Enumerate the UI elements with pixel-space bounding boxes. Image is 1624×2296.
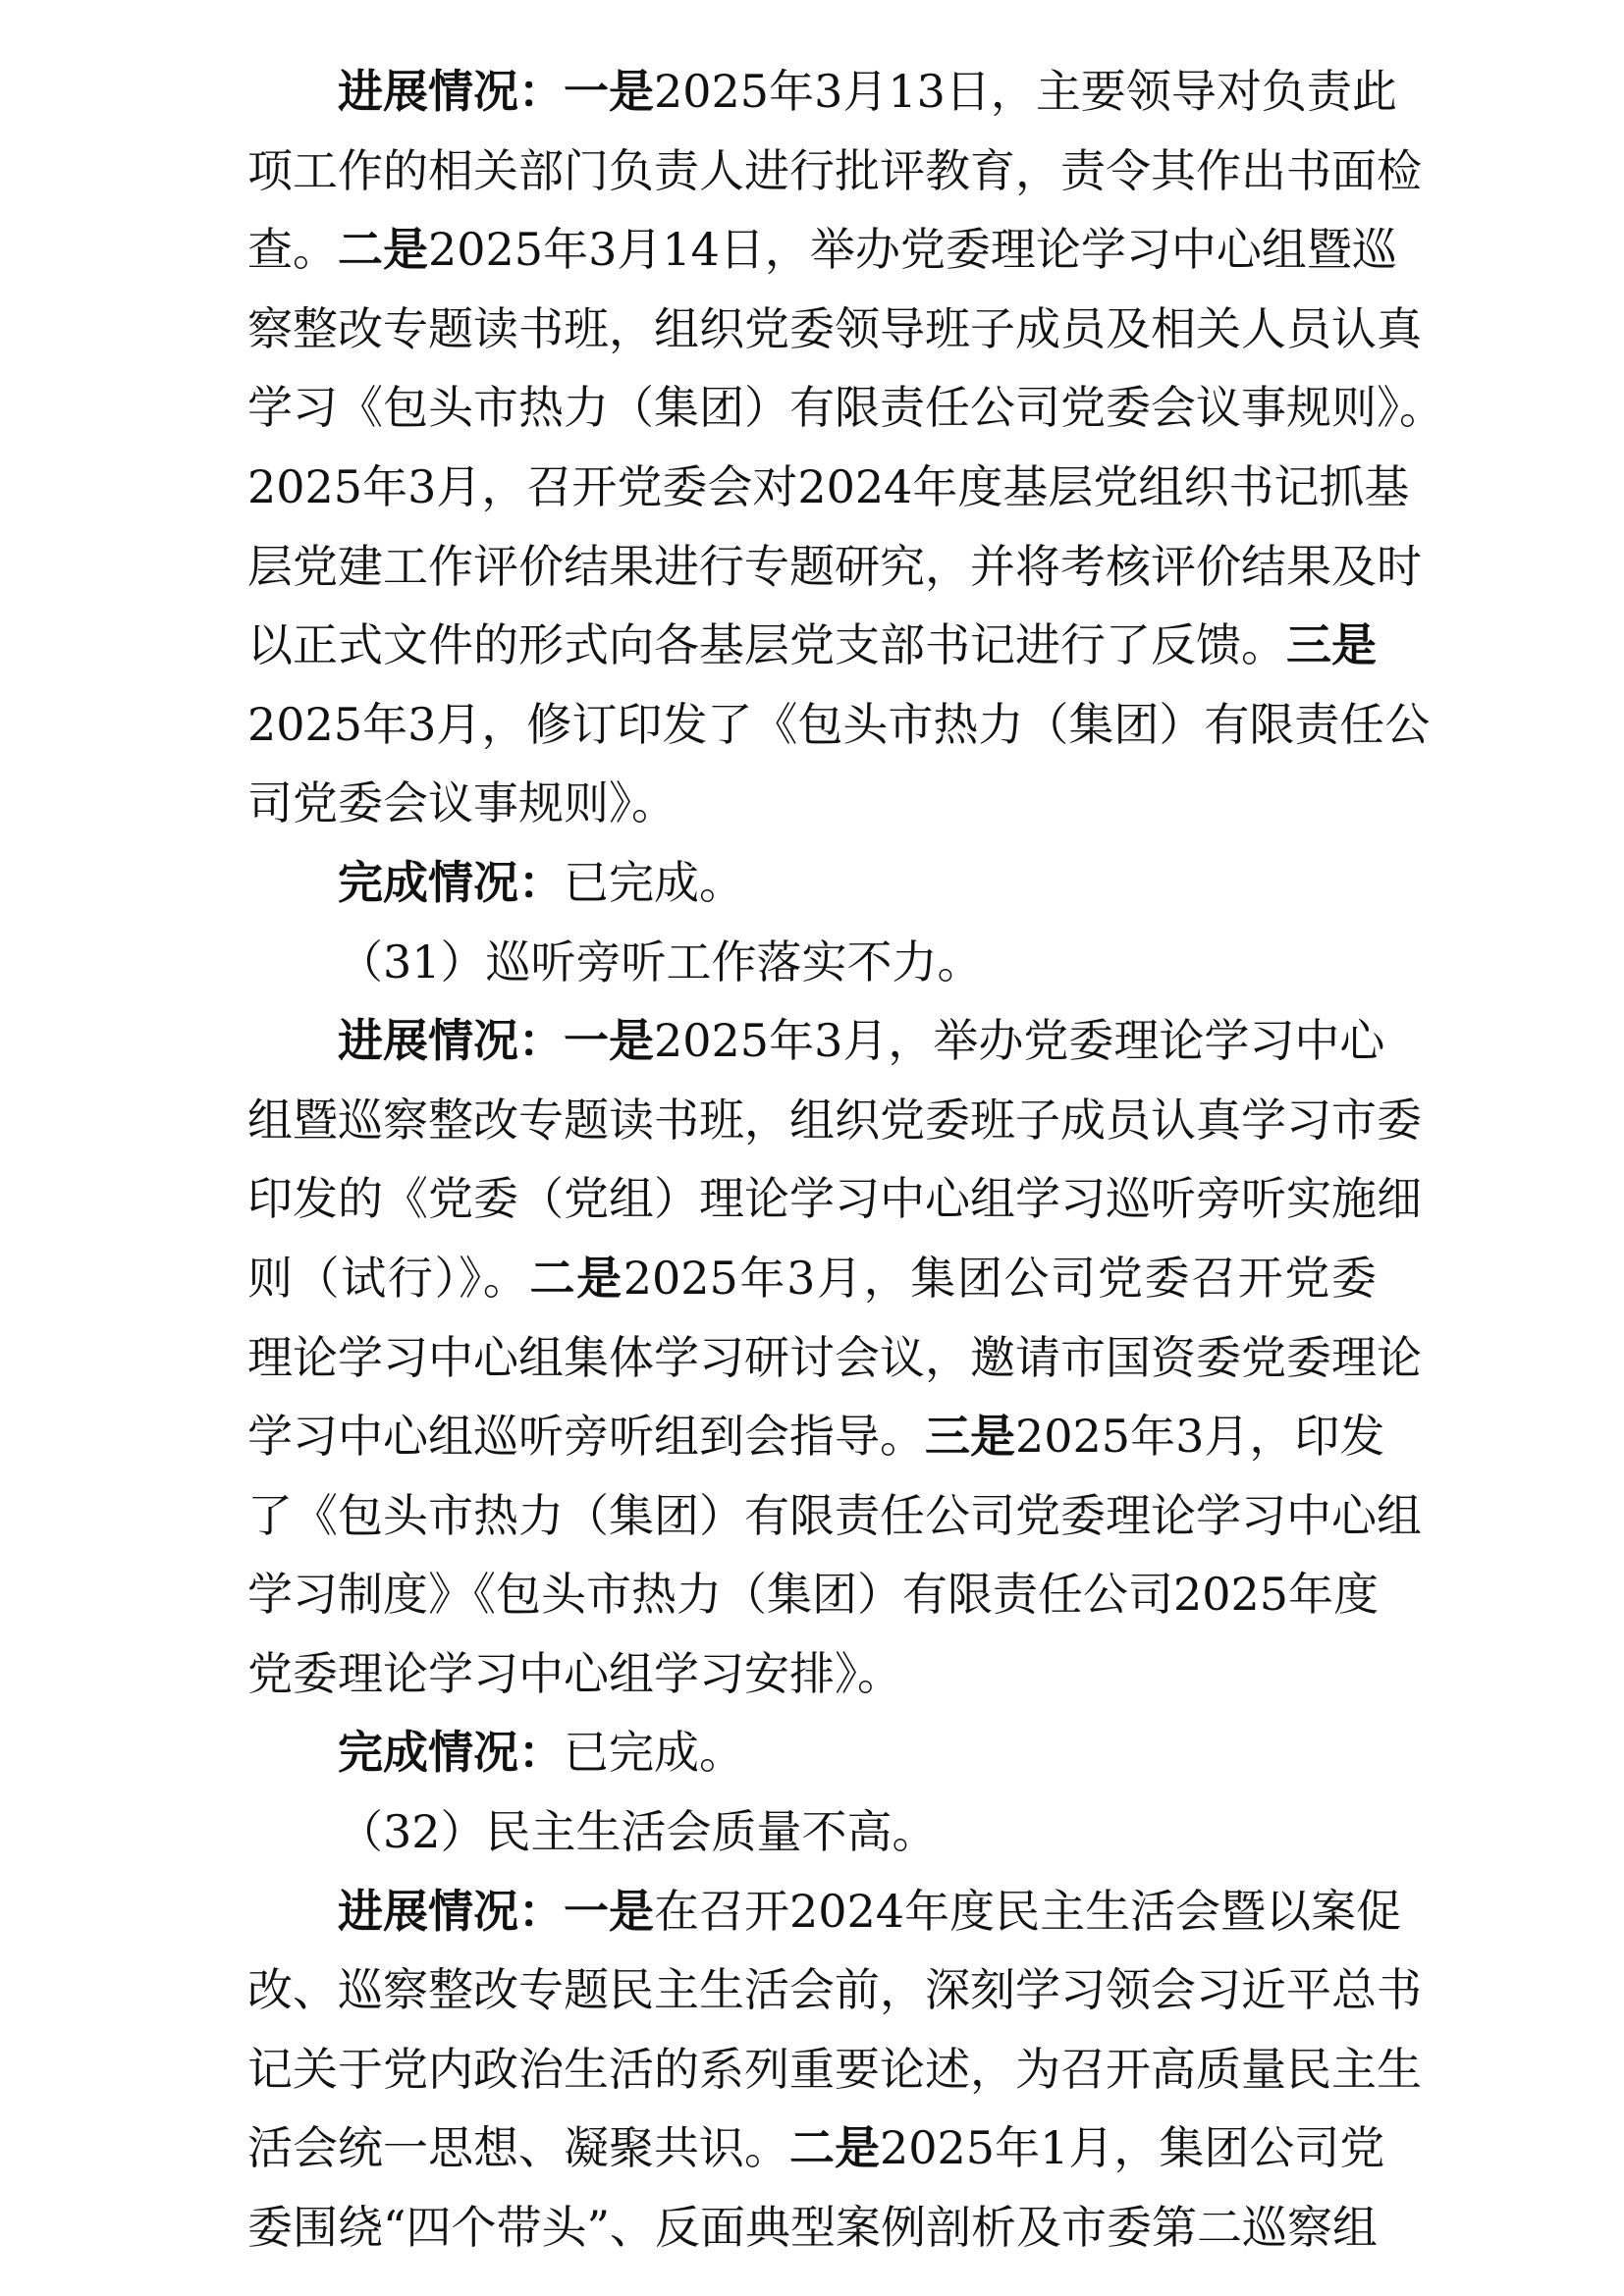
text-line bbox=[247, 1801, 1377, 1881]
bold-label: 三是 bbox=[925, 1410, 1015, 1464]
body-text: 项工作的相关部门负责人进行批评教育，责令其作出书面检 bbox=[247, 143, 1422, 197]
body-text: 2025年3月，印发 bbox=[1015, 1410, 1385, 1464]
bold-label: 一是 bbox=[564, 1014, 654, 1068]
text-line bbox=[247, 1722, 1377, 1801]
body-text: 2025年1月，集团公司党 bbox=[880, 2121, 1385, 2175]
item-31-title bbox=[247, 932, 1377, 1011]
body-text: 活会统一思想、凝聚共识。 bbox=[247, 2121, 789, 2175]
body-text: 印发的《党委（党组）理论学习中心组学习巡听旁听实施细 bbox=[247, 1172, 1422, 1226]
body-text: 学习《包头市热力（集团）有限责任公司党委会议事规则》。 bbox=[247, 381, 1444, 435]
body-text: （31）巡听旁听工作落实不力。 bbox=[338, 934, 983, 988]
body-text: 查。 bbox=[247, 223, 338, 277]
bold-label: 完成情况： bbox=[338, 1726, 564, 1780]
body-text: 了《包头市热力（集团）有限责任公司党委理论学习中心组 bbox=[247, 1488, 1422, 1542]
body-text: 已完成。 bbox=[564, 1726, 744, 1780]
text-line bbox=[247, 1881, 1402, 1960]
text-line bbox=[247, 1010, 1385, 1090]
item-31-progress bbox=[247, 1010, 1422, 1722]
text-line bbox=[247, 773, 1377, 852]
body-text: 委围绕“四个带头”、反面典型案例剖析及市委第二巡察组 bbox=[247, 2201, 1379, 2255]
bold-label: 完成情况： bbox=[338, 855, 564, 909]
body-text: 组暨巡察整改专题读书班，组织党委班子成员认真学习市委 bbox=[247, 1093, 1422, 1147]
text-line bbox=[247, 536, 1422, 615]
body-text: 察整改专题读书班，组织党委领导班子成员及相关人员认真 bbox=[247, 301, 1422, 355]
text-line bbox=[247, 2117, 1385, 2197]
text-line bbox=[247, 298, 1422, 378]
text-line bbox=[247, 140, 1422, 220]
body-text: 层党建工作评价结果进行专题研究，并将考核评价结果及时 bbox=[247, 539, 1422, 593]
body-text: 在召开2024年度民主生活会暨以案促 bbox=[654, 1884, 1402, 1938]
text-line bbox=[247, 61, 1397, 140]
text-line bbox=[247, 1406, 1385, 1485]
bold-label: 一是 bbox=[564, 1884, 654, 1938]
bold-label: 二是 bbox=[338, 223, 428, 277]
text-line bbox=[247, 932, 1377, 1011]
text-line bbox=[247, 377, 1444, 456]
text-line bbox=[247, 1485, 1422, 1565]
body-text: 以正式文件的形式向各基层党支部书记进行了反馈。 bbox=[247, 618, 1286, 672]
body-text: 2025年3月，修订印发了《包头市热力（集团）有限责任公 bbox=[247, 697, 1431, 751]
body-text: 2025年3月，集团公司党委召开党委 bbox=[623, 1251, 1378, 1305]
item-30-progress bbox=[247, 61, 1444, 852]
text-line bbox=[247, 219, 1397, 298]
bold-label: 进展情况： bbox=[338, 1014, 564, 1068]
body-text: 学习中心组巡听旁听组到会指导。 bbox=[247, 1410, 925, 1464]
text-line bbox=[247, 1643, 1377, 1723]
bold-label: 进展情况： bbox=[338, 65, 564, 118]
bold-label: 三是 bbox=[1286, 618, 1377, 672]
text-line bbox=[247, 456, 1410, 536]
text-line bbox=[247, 2197, 1377, 2276]
text-line bbox=[247, 1959, 1422, 2039]
text-line bbox=[247, 1327, 1422, 1407]
bold-label: 二是 bbox=[529, 1251, 623, 1305]
item-31-completion bbox=[247, 1722, 1377, 1801]
body-text: 记关于党内政治生活的系列重要论述，为召开高质量民主生 bbox=[247, 2042, 1422, 2096]
item-30-completion bbox=[247, 852, 1377, 932]
body-text: 司党委会议事规则》。 bbox=[247, 776, 677, 830]
body-text: 党委理论学习中心组学习安排》。 bbox=[247, 1646, 902, 1700]
body-text: 2025年3月13日，主要领导对负责此 bbox=[654, 65, 1397, 118]
body-text: 2025年3月，召开党委会对2024年度基层党组织书记抓基 bbox=[247, 459, 1410, 513]
body-text: （32）民主生活会质量不高。 bbox=[338, 1805, 938, 1859]
bold-label: 一是 bbox=[564, 65, 654, 118]
body-text: 2025年3月，举办党委理论学习中心 bbox=[654, 1014, 1385, 1068]
text-line bbox=[247, 2039, 1422, 2118]
bold-label: 二是 bbox=[789, 2121, 880, 2175]
bold-label: 进展情况： bbox=[338, 1884, 564, 1938]
text-line bbox=[247, 1564, 1380, 1643]
document-page bbox=[247, 61, 1444, 2276]
body-text: 2025年3月14日，举办党委理论学习中心组暨巡 bbox=[428, 223, 1397, 277]
text-line bbox=[247, 1090, 1422, 1169]
body-text: 则（试行）》。 bbox=[247, 1251, 530, 1305]
text-line bbox=[247, 694, 1431, 774]
item-32-progress bbox=[247, 1881, 1422, 2276]
body-text: 理论学习中心组集体学习研讨会议，邀请市国资委党委理论 bbox=[247, 1330, 1422, 1384]
text-line bbox=[247, 614, 1377, 694]
text-line bbox=[247, 1248, 1377, 1327]
body-text: 已完成。 bbox=[564, 855, 744, 909]
item-32-title bbox=[247, 1801, 1377, 1881]
body-text: 学习制度》《包头市热力（集团）有限责任公司2025年度 bbox=[247, 1568, 1380, 1622]
text-line bbox=[247, 852, 1377, 932]
text-line bbox=[247, 1168, 1422, 1248]
body-text: 改、巡察整改专题民主生活会前，深刻学习领会习近平总书 bbox=[247, 1963, 1422, 2017]
